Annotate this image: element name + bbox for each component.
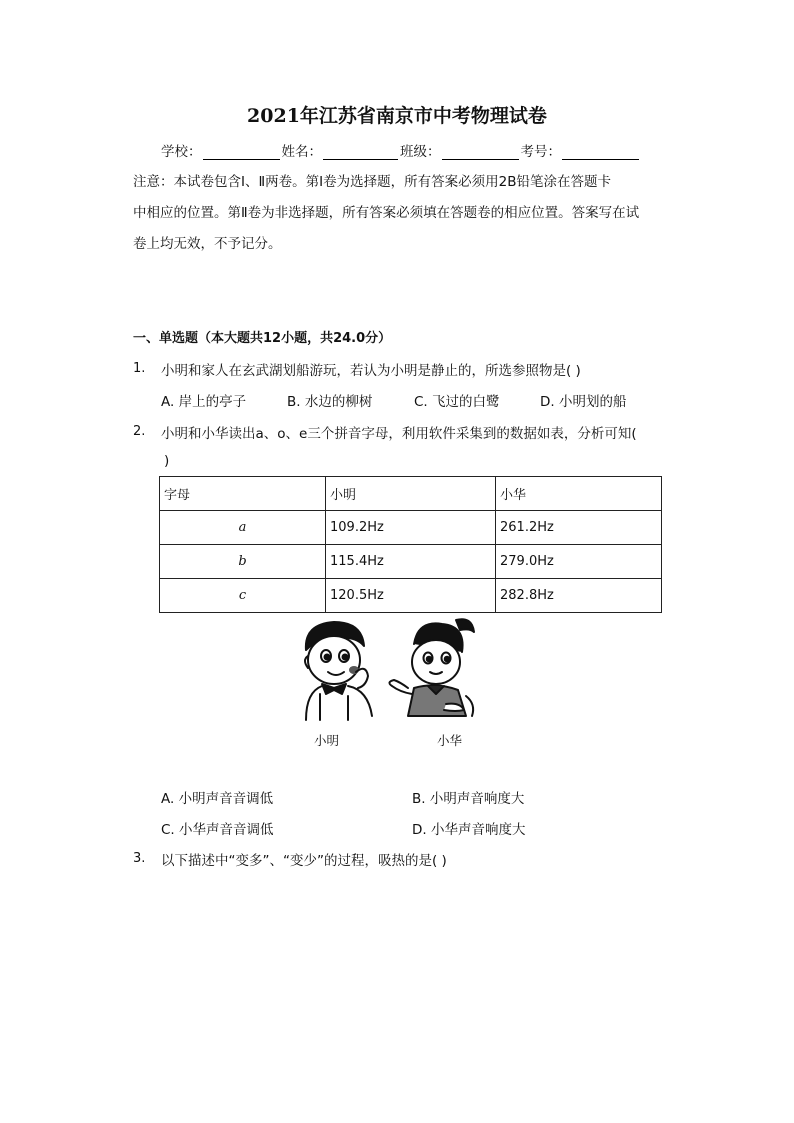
table-cell: 279.0Hz: [496, 545, 662, 579]
question-3-number: 3.: [133, 851, 146, 866]
table-cell: b: [160, 545, 326, 579]
notice-line-3: 卷上均无效，不予记分。: [133, 236, 282, 252]
page-title: 2021年江苏省南京市中考物理试卷: [247, 105, 547, 127]
name-blank[interactable]: [323, 146, 398, 160]
notice-line-1: 注意：本试卷包含Ⅰ、Ⅱ两卷。第Ⅰ卷为选择题，所有答案必须用2B铅笔涂在答题卡: [133, 174, 611, 190]
school-blank[interactable]: [203, 146, 280, 160]
table-header-cell: 小明: [326, 477, 496, 511]
number-label: 考号：: [520, 144, 561, 160]
table-cell: 109.2Hz: [326, 511, 496, 545]
table-cell: a: [160, 511, 326, 545]
table-cell: 282.8Hz: [496, 579, 662, 613]
q2-option-c[interactable]: C. 小华声音音调低: [161, 822, 274, 838]
caption-girl: 小华: [437, 733, 463, 748]
question-1-number: 1.: [133, 361, 146, 376]
table-header-cell: 小华: [496, 477, 662, 511]
table-cell: c: [160, 579, 326, 613]
table-cell: 120.5Hz: [326, 579, 496, 613]
q2-option-d[interactable]: D. 小华声音响度大: [412, 822, 526, 838]
table-row: [160, 511, 662, 545]
student-info-line: [161, 140, 641, 160]
table-cell: 261.2Hz: [496, 511, 662, 545]
question-1-text: 小明和家人在玄武湖划船游玩，若认为小明是静止的，所选参照物是( ): [161, 363, 581, 379]
number-blank[interactable]: [562, 146, 639, 160]
caption-boy: 小明: [314, 733, 340, 748]
frequency-table: [159, 476, 662, 613]
question-2-text: 小明和小华读出a、o、e三个拼音字母，利用软件采集到的数据如表，分析可知(: [161, 426, 637, 442]
name-label: 姓名：: [281, 144, 322, 160]
notice-line-2: 中相应的位置。第Ⅱ卷为非选择题，所有答案必须填在答题卷的相应位置。答案写在试: [133, 205, 640, 221]
table-row: [160, 579, 662, 613]
class-blank[interactable]: [442, 146, 519, 160]
boy-figure: [305, 622, 372, 720]
q2-option-b[interactable]: B. 小明声音响度大: [412, 791, 525, 807]
table-header-cell: 字母: [160, 477, 326, 511]
section-heading: 一、单选题（本大题共12小题，共24.0分）: [133, 331, 392, 346]
q1-option-a[interactable]: A. 岸上的亭子: [161, 394, 247, 410]
q1-option-c[interactable]: C. 飞过的白鹭: [414, 394, 500, 410]
table-row: [160, 545, 662, 579]
q1-option-d[interactable]: D. 小明划的船: [540, 394, 627, 410]
school-label: 学校：: [161, 144, 202, 160]
table-cell: 115.4Hz: [326, 545, 496, 579]
question-2-number: 2.: [133, 424, 146, 439]
children-illustration: [296, 616, 482, 722]
question-2-text-cont: ): [164, 453, 170, 469]
question-3-text: 以下描述中“变多”、“变少”的过程，吸热的是( ): [161, 853, 447, 869]
q2-option-a[interactable]: A. 小明声音音调低: [161, 791, 274, 807]
class-label: 班级：: [400, 144, 441, 160]
girl-figure: [389, 619, 474, 716]
q1-option-b[interactable]: B. 水边的柳树: [287, 394, 373, 410]
table-header-row: [160, 477, 662, 511]
